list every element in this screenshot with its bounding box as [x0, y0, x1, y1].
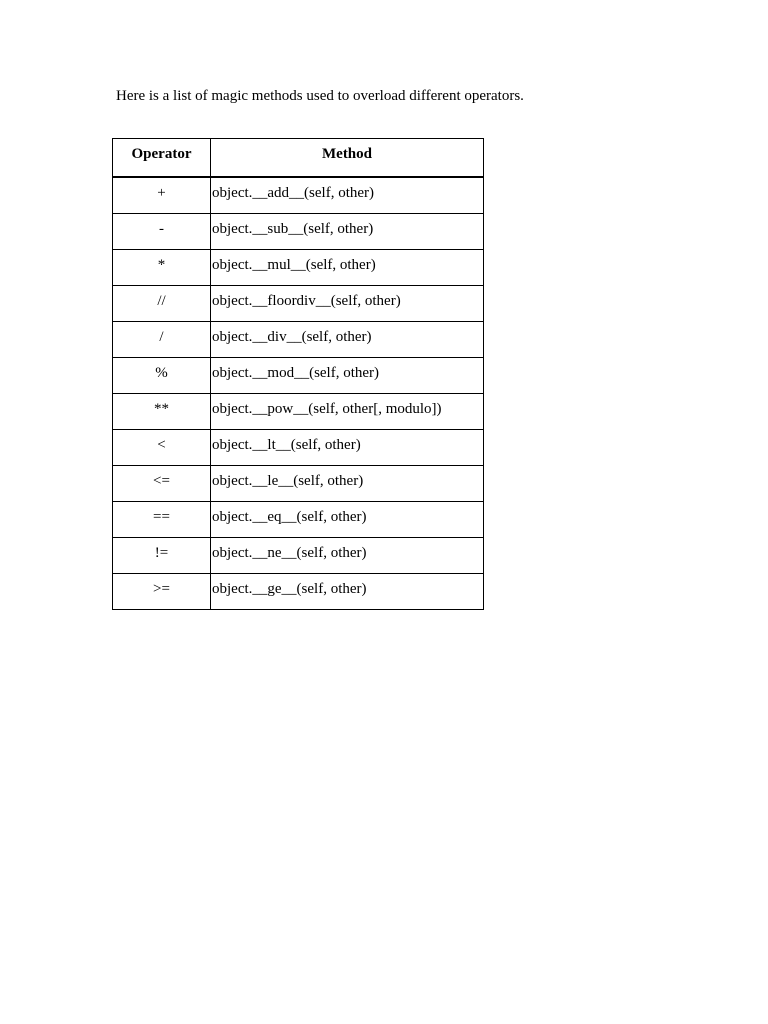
operator-cell: + — [113, 177, 211, 214]
method-cell: object.__le__(self, other) — [211, 466, 484, 502]
method-cell: object.__sub__(self, other) — [211, 214, 484, 250]
operator-cell: == — [113, 502, 211, 538]
intro-paragraph: Here is a list of magic methods used to overload different operators. — [116, 88, 524, 104]
method-cell: object.__ne__(self, other) — [211, 538, 484, 574]
method-cell: object.__pow__(self, other[, modulo]) — [211, 394, 484, 430]
table-row — [113, 502, 484, 538]
table-row — [113, 358, 484, 394]
operator-cell: / — [113, 322, 211, 358]
table-row — [113, 430, 484, 466]
operator-cell: != — [113, 538, 211, 574]
table-row — [113, 322, 484, 358]
operator-cell: - — [113, 214, 211, 250]
method-column-header: Method — [211, 139, 484, 178]
method-cell: object.__floordiv__(self, other) — [211, 286, 484, 322]
operator-cell: < — [113, 430, 211, 466]
operator-cell: >= — [113, 574, 211, 610]
method-cell: object.__eq__(self, other) — [211, 502, 484, 538]
table-row — [113, 214, 484, 250]
operator-cell: % — [113, 358, 211, 394]
table-row — [113, 574, 484, 610]
operator-cell: ** — [113, 394, 211, 430]
method-cell: object.__add__(self, other) — [211, 177, 484, 214]
table-row — [113, 394, 484, 430]
method-cell: object.__mul__(self, other) — [211, 250, 484, 286]
method-cell: object.__ge__(self, other) — [211, 574, 484, 610]
operator-cell: * — [113, 250, 211, 286]
operator-cell: <= — [113, 466, 211, 502]
table-row — [113, 286, 484, 322]
method-cell: object.__lt__(self, other) — [211, 430, 484, 466]
table-row — [113, 250, 484, 286]
method-cell: object.__div__(self, other) — [211, 322, 484, 358]
operator-column-header: Operator — [113, 139, 211, 178]
table-row — [113, 538, 484, 574]
magic-methods-table — [112, 138, 484, 610]
operator-cell: // — [113, 286, 211, 322]
method-cell: object.__mod__(self, other) — [211, 358, 484, 394]
table-row — [113, 177, 484, 214]
table-header-row — [113, 139, 484, 178]
table-row — [113, 466, 484, 502]
